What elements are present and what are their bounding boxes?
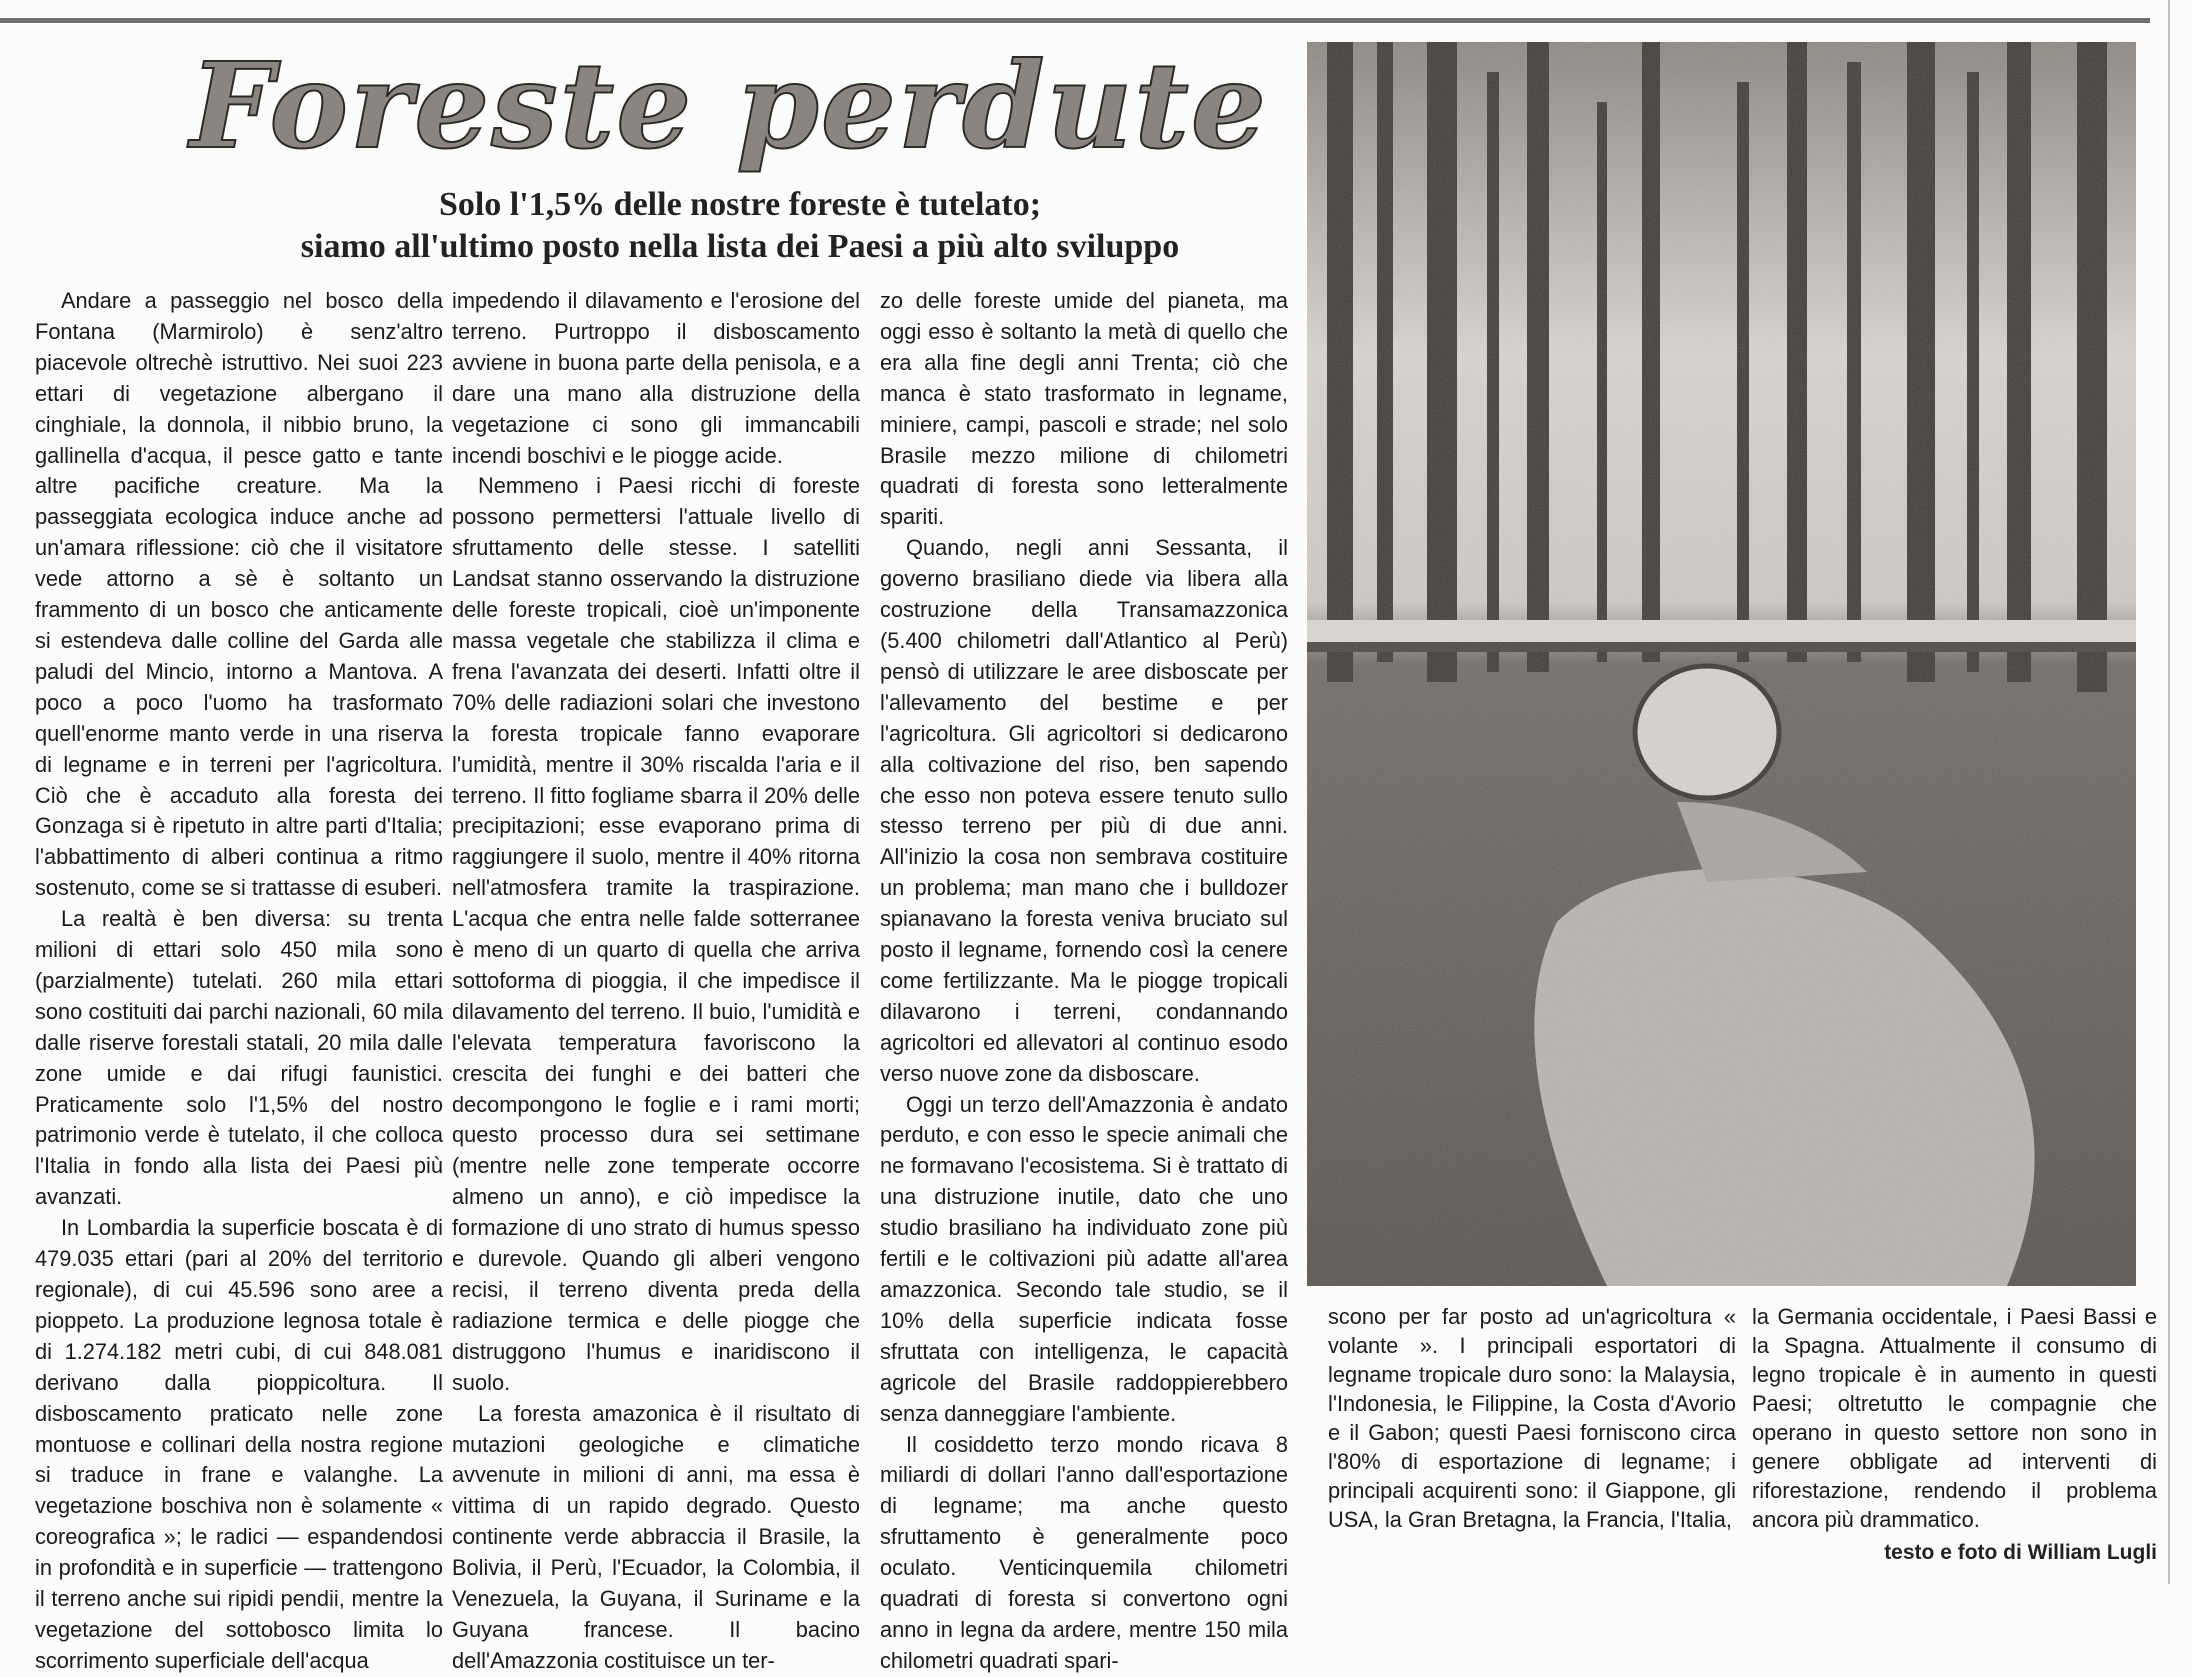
paragraph: La foresta amazonica è il risultato di mutazioni geologiche e climatiche avvenute in milioni di anni, ma essa è vittima di un rapido degrado. Questo continente verde abbraccia il Brasile, la Bolivia, il Perù, l'Ecuador, la Colombia, il Venezuela, la Guyana, il Suriname e la Guyana francese. Il bacino dell'Amazzonia costituisce un ter- (452, 1400, 860, 1673)
paragraph: Oggi un terzo dell'Amazzonia è andato perduto, e con esso le specie animali che ne formavano l'ecosistema. Si è trattato di una distruzione inutile, dato che uno studio brasiliano ha individuato zone più fertili e le coltivazioni più adatte all'area amazzonica. Secondo tale studio, se il 10% della superficie indicata fosse sfruttata con intelligenza, le capacità agricole del Brasile raddoppierebbero senza danneggiare l'ambiente. (880, 1091, 1288, 1426)
subheadline-line-2: siamo all'ultimo posto nella lista dei Paesi a più alto sviluppo (300, 228, 1180, 265)
paragraph: Il cosiddetto terzo mondo ricava 8 miliardi di dollari l'anno dall'esportazione di legname; ma anche questo sfruttamento è generalmente poco oculato. Venticinquemila chilometri quadrati di foresta si convertono ogni anno in legna da ardere, mentre 150 mila chilometri quadrati spari- (880, 1431, 1288, 1673)
subheadline-line-1: Solo l'1,5% delle nostre foreste è tutelato; (438, 186, 1042, 223)
paragraph: la Germania occidentale, i Paesi Bassi e la Spagna. Attualmente il consumo di legno tropicale è in aumento in questi Paesi; oltretutto le compagnie che operano in questo settore non sono in genere obbligate ad interventi di riforestazione, rendendo il problema ancora più drammatico. (1752, 1304, 2157, 1532)
photo-credit: testo e foto di William Lugli (1884, 1541, 2157, 1564)
paragraph: In Lombardia la superficie boscata è di 479.035 ettari (pari al 20% del territorio regionale), di cui 45.596 sono aree a pioppeto. La produzione legnosa totale è di 1.274.182 metri cubi, di cui 848.081 derivano dalla pioppicoltura. Il disboscamento praticato nelle zone montuose e collinari della nostra regione si traduce in frane e valanghe. La vegetazione boschiva non è solamente « coreografica »; le radici — espandendosi in profondità e in superficie — trattengono il terreno anche sui ripidi pendii, mentre la vegetazione del sottobosco limita lo scorrimento superficiale dell'acqua (35, 1215, 443, 1673)
article-column-1 (35, 286, 443, 1677)
paragraph: impedendo il dilavamento e l'erosione del terreno. Purtroppo il disboscamento avviene in buona parte della penisola, e a dare una mano alla distruzione della vegetazione ci sono gli immancabili incendi boschivi e le piogge acide. (452, 288, 860, 468)
paragraph: Andare a passeggio nel bosco della Fontana (Marmirolo) è senz'altro piacevole oltrechè istruttivo. Nei suoi 223 ettari di vegetazione albergano il cinghiale, la donnola, il nibbio bruno, la gallinella d'acqua, il pesce gatto e tante altre pacifiche creature. Ma la passeggiata ecologica induce anche ad un'amara riflessione: ciò che il visitatore vede attorno a sè è soltanto un frammento di un bosco che anticamente si estendeva dalle colline del Garda alle paludi del Mincio, intorno a Mantova. A poco a poco l'uomo ha trasformato quell'enorme manto verde in una riserva di legname e in terreni per l'agricoltura. Ciò che è accaduto alla foresta dei Gonzaga si è ripetuto in altre parti d'Italia; l'abbattimento di alberi continua a ritmo sostenuto, come se si trattasse di esuberi. (35, 288, 443, 901)
article-column-3 (880, 286, 1288, 1677)
article-column-5 (1752, 1302, 2157, 1566)
forest-photo (1307, 42, 2136, 1286)
paragraph: Quando, negli anni Sessanta, il governo brasiliano diede via libera alla costruzione della Transamazzonica (5.400 chilometri dall'Atlantico al Perù) pensò di utilizzare le aree disboscate per l'allevamento del bestime e per l'agricoltura. Gli agricoltori si dedicarono alla coltivazione del riso, ben sapendo che esso non poteva essere tenuto sullo stesso terreno per più di due anni. All'inizio la cosa non sembrava costituire un problema; man mano che i bulldozer spianavano la foresta veniva bruciato sul posto il legname, fornendo così la cenere come fertilizzante. Ma le piogge tropicali dilavarono i terreni, condannando agricoltori ed allevatori al continuo esodo verso nuove zone da disboscare. (880, 535, 1288, 1086)
page-edge (2168, 0, 2170, 1584)
paragraph: La realtà è ben diversa: su trenta milioni di ettari solo 450 mila sono (parzialmente) tutelati. 260 mila ettari sono costituiti dai parchi nazionali, 60 mila dalle riserve forestali statali, 20 mila dalle zone umide e dai rifugi faunistici. Praticamente solo l'1,5% del nostro patrimonio verde è tutelato, il che colloca l'Italia in fondo alla lista dei Paesi più avanzati. (35, 906, 443, 1210)
headline: Foreste perdute (190, 36, 1268, 175)
article-column-2 (452, 286, 860, 1677)
paragraph: scono per far posto ad un'agricoltura « volante ». I principali esportatori di legname tropicale duro sono: la Malaysia, l'Indonesia, le Filippine, la Costa d'Avorio e il Gabon; questi Paesi forniscono circa l'80% di esportazione di legname; i principali acquirenti sono: il Giappone, gli USA, la Gran Bretagna, la Francia, l'Italia, (1328, 1304, 1736, 1532)
article-column-4 (1328, 1302, 1736, 1534)
paragraph: Nemmeno i Paesi ricchi di foreste possono permettersi l'attuale livello di sfruttamento delle stesse. I satelliti Landsat stanno osservando la distruzione delle foreste tropicali, cioè un'imponente massa vegetale che stabilizza il clima e frena l'avanzata dei deserti. Infatti oltre il 70% delle radiazioni solari che investono la foresta tropicale fanno evaporare l'umidità, mentre il 30% riscalda l'aria e il terreno. Il fitto fogliame sbarra il 20% delle precipitazioni; esse evaporano prima di raggiungere il suolo, mentre il 40% ritorna nell'atmosfera tramite la traspirazione. L'acqua che entra nelle falde sotterranee è meno di un quarto di quella che arriva sottoforma di pioggia, il che impedisce il dilavamento del terreno. Il buio, l'umidità e l'elevata temperatura favoriscono la crescita dei funghi e dei batteri che decompongono le foglie e i rami morti; questo processo dura sei settimane (mentre nelle zone temperate occorre almeno un anno), e ciò impedisce la formazione di uno strato di humus spesso e durevole. Quando gli alberi vengono recisi, il terreno diventa preda della radiazione termica e delle piogge che distruggono l'humus e inaridiscono il suolo. (452, 473, 860, 1395)
top-rule (0, 18, 2150, 23)
paragraph: zo delle foreste umide del pianeta, ma oggi esso è soltanto la metà di quello che era alla fine degli anni Trenta; ciò che manca è stato trasformato in legname, miniere, campi, pascoli e strade; nel solo Brasile mezzo milione di chilometri quadrati di foresta sono letteralmente spariti. (880, 288, 1288, 530)
